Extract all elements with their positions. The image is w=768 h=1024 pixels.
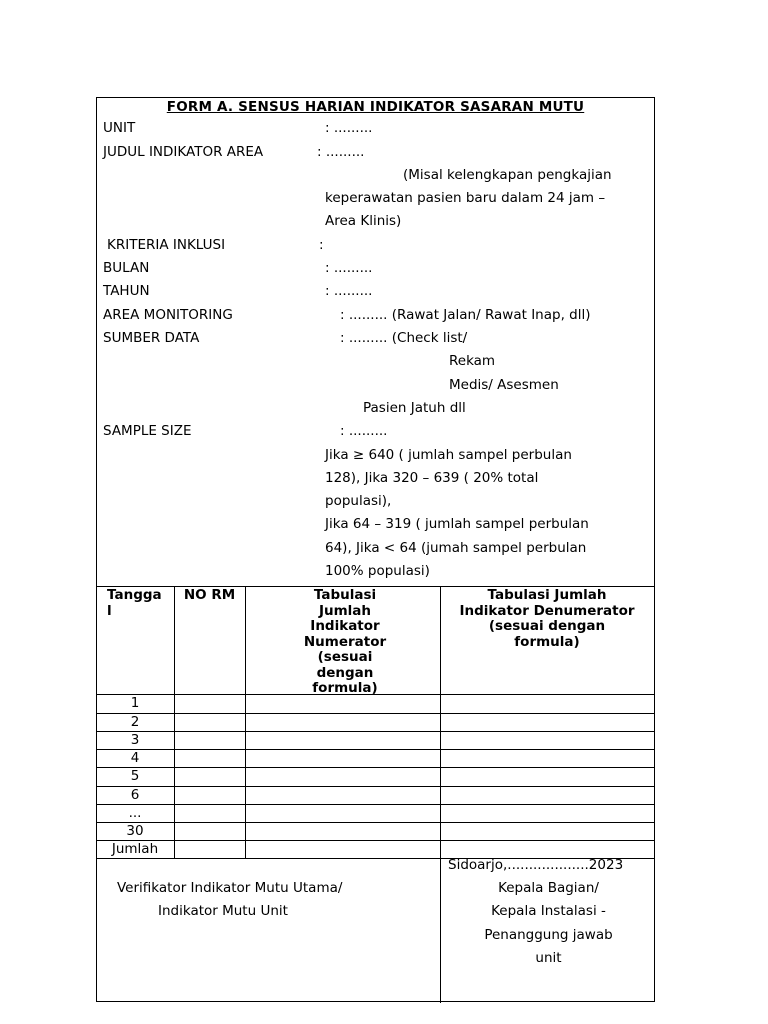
judul-label: JUDUL INDIKATOR AREA: [103, 144, 264, 160]
row-divider: [97, 822, 654, 823]
sample-note-6: 100% populasi): [325, 563, 430, 579]
judul-note-2: keperawatan pasien baru dalam 24 jam –: [325, 190, 606, 206]
col-divider: [174, 586, 175, 858]
col-divider: [245, 586, 246, 858]
kepala-line-1: Kepala Bagian/: [498, 880, 599, 896]
row-number: 5: [130, 768, 140, 784]
sample-note-1: Jika ≥ 640 ( jumlah sampel perbulan: [325, 447, 572, 463]
judul-value: : .........: [317, 144, 365, 160]
row-divider: [97, 731, 654, 732]
verifikator-line-2: Indikator Mutu Unit: [158, 903, 288, 919]
row-number: 2: [130, 714, 140, 730]
sumber-value: : ......... (Check list/: [340, 330, 468, 346]
kepala-line-2: Kepala Instalasi -: [491, 903, 606, 919]
row-number: ...: [128, 805, 142, 821]
judul-note-1: (Misal kelengkapan pengkajian: [403, 167, 612, 183]
row-divider: [97, 749, 654, 750]
unit-value: : .........: [325, 120, 373, 136]
header-tanggal: Tangga l: [107, 587, 162, 619]
sample-note-4: Jika 64 – 319 ( jumlah sampel perbulan: [325, 516, 589, 532]
place-date: Sidoarjo,...................2023: [448, 857, 624, 873]
sample-value: : .........: [340, 423, 388, 439]
area-label: AREA MONITORING: [103, 307, 233, 323]
verifikator-line-1: Verifikator Indikator Mutu Utama/: [117, 880, 343, 896]
sensus-form: [96, 97, 655, 1002]
sumber-note-3: Pasien Jatuh dll: [363, 400, 466, 416]
row-number: 4: [130, 750, 140, 766]
kriteria-label: KRITERIA INKLUSI: [107, 237, 226, 253]
row-jumlah-label: Jumlah: [111, 841, 159, 857]
bulan-label: BULAN: [103, 260, 150, 276]
kepala-line-3: Penanggung jawab: [484, 927, 613, 943]
sample-note-2: 128), Jika 320 – 639 ( 20% total: [325, 470, 539, 486]
sumber-label: SUMBER DATA: [103, 330, 200, 346]
kriteria-value: :: [319, 237, 324, 253]
tahun-label: TAHUN: [103, 283, 150, 299]
row-divider: [97, 713, 654, 714]
sumber-note-1: Rekam: [449, 353, 496, 369]
row-divider: [97, 840, 654, 841]
header-no-rm: NO RM: [183, 587, 236, 603]
row-divider: [97, 786, 654, 787]
row-number: 6: [130, 787, 140, 803]
judul-note-3: Area Klinis): [325, 213, 402, 229]
row-number: 30: [126, 823, 144, 839]
sumber-note-2: Medis/ Asesmen: [449, 377, 559, 393]
sample-label: SAMPLE SIZE: [103, 423, 192, 439]
header-denumerator: Tabulasi Jumlah Indikator Denumerator (sesuai dengan formula): [459, 587, 635, 650]
area-value: : ......... (Rawat Jalan/ Rawat Inap, dll): [340, 307, 591, 323]
row-number: 3: [130, 732, 140, 748]
tahun-value: : .........: [325, 283, 373, 299]
bulan-value: : .........: [325, 260, 373, 276]
form-title: FORM A. SENSUS HARIAN INDIKATOR SASARAN MUTU: [166, 99, 585, 115]
row-number: 1: [130, 695, 140, 711]
kepala-line-4: unit: [535, 950, 562, 966]
sample-note-3: populasi),: [325, 493, 392, 509]
unit-label: UNIT: [103, 120, 136, 136]
row-divider: [97, 804, 654, 805]
row-divider: [97, 767, 654, 768]
header-numerator: Tabulasi Jumlah Indikator Numerator (sesuai dengan formula): [303, 587, 387, 696]
sample-note-5: 64), Jika < 64 (jumah sampel perbulan: [325, 540, 587, 556]
